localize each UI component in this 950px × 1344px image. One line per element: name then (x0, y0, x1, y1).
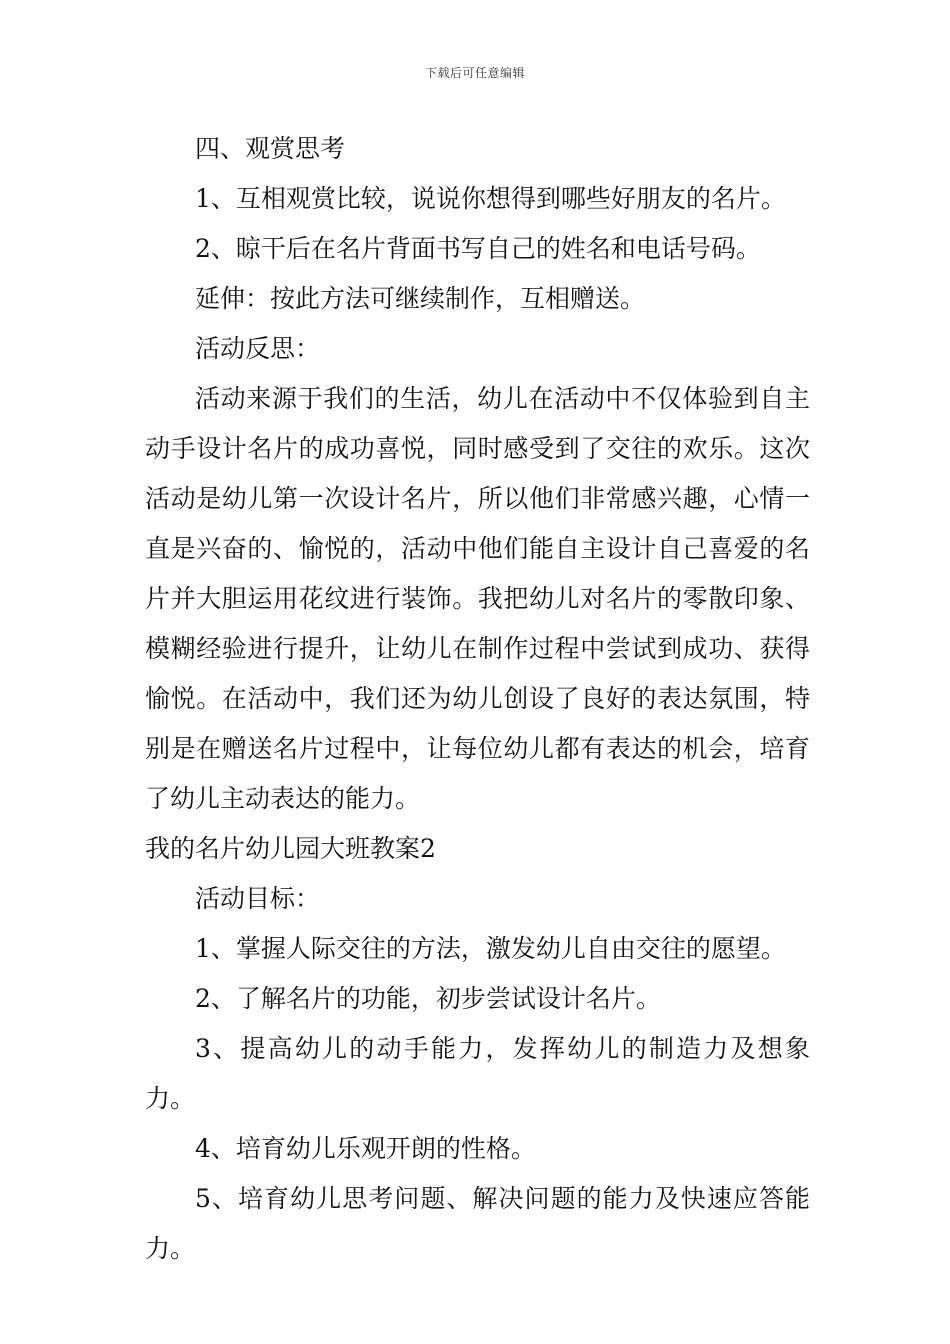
lesson-title: 我的名片幼儿园大班教案2 (145, 834, 436, 863)
list-item: 2、了解名片的功能，初步尝试设计名片。 (195, 984, 661, 1013)
list-item: 5、培育幼儿思考问题、解决问题的能力及快速应答能力。 (145, 1184, 810, 1263)
list-item: 1、掌握人际交往的方法，激发幼儿自由交往的愿望。 (195, 934, 786, 963)
section-heading: 活动目标： (195, 884, 321, 913)
list-item: 3、提高幼儿的动手能力，发挥幼儿的制造力及想象力。 (145, 1034, 810, 1113)
paragraph: 1、互相观赏比较，说说你想得到哪些好朋友的名片。 (195, 184, 786, 213)
section-heading: 活动反思： (195, 334, 321, 363)
document-body (145, 124, 810, 1274)
paragraph: 活动来源于我们的生活，幼儿在活动中不仅体验到自主动手设计名片的成功喜悦，同时感受到了交往的欢乐。这次活动是幼儿第一次设计名片，所以他们非常感兴趣，心情一直是兴奋的、愉悦的，活动中他们能自主设计自己喜爱的名片并大胆运用花纹进行装饰。我把幼儿对名片的零散印象、模糊经验进行提升，让幼儿在制作过程中尝试到成功、获得愉悦。在活动中，我们还为幼儿创设了良好的表达氛围，特别是在赠送名片过程中，让每位幼儿都有表达的机会，培育了幼儿主动表达的能力。 (145, 384, 810, 813)
section-heading: 四、观赏思考 (195, 134, 346, 163)
paragraph: 延伸：按此方法可继续制作，互相赠送。 (195, 284, 646, 313)
list-item: 4、培育幼儿乐观开朗的性格。 (195, 1134, 536, 1163)
page-header-note: 下载后可任意编辑 (424, 66, 525, 80)
paragraph: 2、晾干后在名片背面书写自己的姓名和电话号码。 (195, 234, 761, 263)
